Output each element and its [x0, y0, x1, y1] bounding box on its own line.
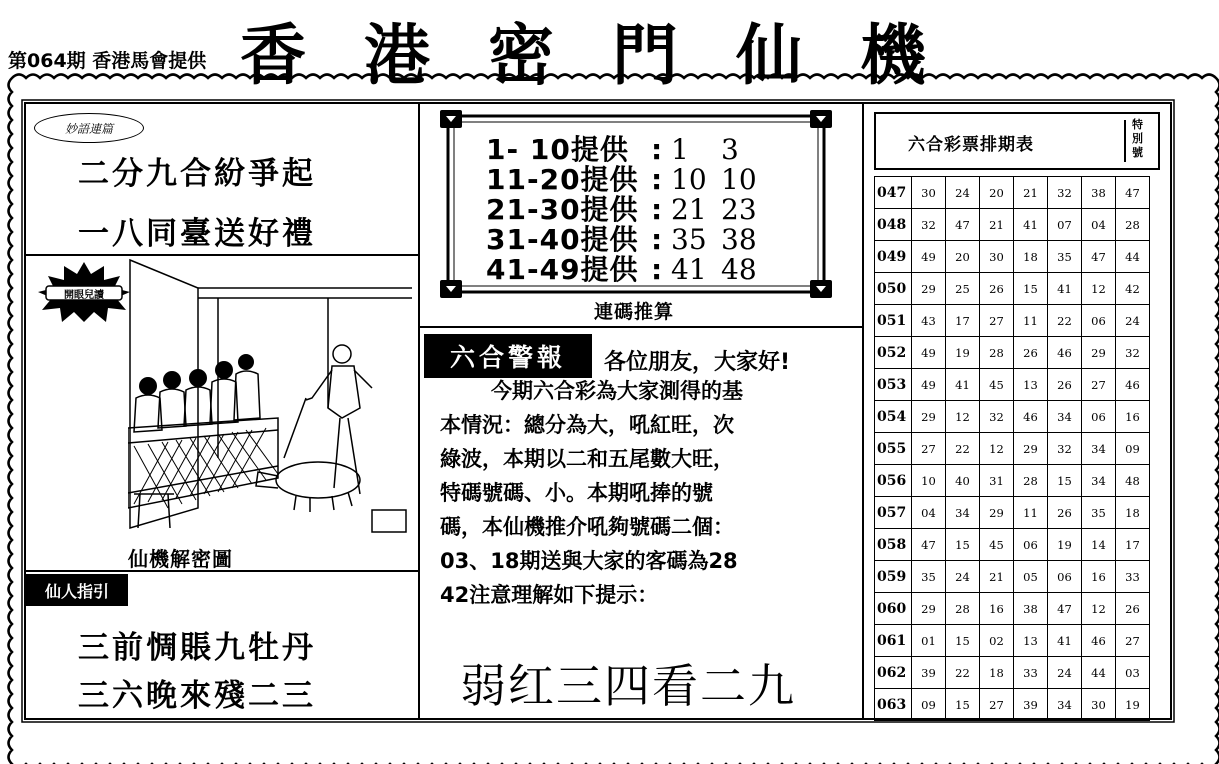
period-number: 053: [875, 369, 912, 401]
period-number: 051: [875, 305, 912, 337]
alert-line: 特碼號碼、小。本期吼捧的號: [440, 481, 713, 505]
drawn-number: 16: [1082, 561, 1116, 593]
provide-range: 41-49提供: [486, 253, 639, 286]
period-number: 060: [875, 593, 912, 625]
drawn-number: 17: [946, 305, 980, 337]
drawn-number: 15: [946, 529, 980, 561]
drawn-number: 22: [1048, 305, 1082, 337]
special-number: 17: [1116, 529, 1150, 561]
drawn-number: 39: [912, 657, 946, 689]
drawn-number: 32: [980, 401, 1014, 433]
drawn-number: 10: [912, 465, 946, 497]
drawn-number: 30: [1082, 689, 1116, 721]
schedule-row: [875, 337, 1150, 369]
drawn-number: 06: [1014, 529, 1048, 561]
provide-range: 21-30提供: [486, 193, 639, 226]
drawn-number: 30: [980, 241, 1014, 273]
drawn-number: 27: [912, 433, 946, 465]
poem-line-2: 一八同臺送好禮: [78, 216, 316, 252]
provide-colon: :: [651, 253, 663, 286]
drawn-number: 06: [1048, 561, 1082, 593]
drawn-number: 29: [912, 273, 946, 305]
schedule-row: [875, 273, 1150, 305]
drawn-number: 28: [980, 337, 1014, 369]
schedule-row: [875, 561, 1150, 593]
schedule-row: [875, 625, 1150, 657]
special-number: 33: [1116, 561, 1150, 593]
drawn-number: 06: [1082, 305, 1116, 337]
drawn-number: 45: [980, 369, 1014, 401]
drawn-number: 35: [1082, 497, 1116, 529]
special-number: 48: [1116, 465, 1150, 497]
schedule-row: [875, 177, 1150, 209]
drawn-number: 27: [980, 305, 1014, 337]
drawn-number: 02: [980, 625, 1014, 657]
drawn-number: 38: [1014, 593, 1048, 625]
provide-number-a: 21: [671, 193, 707, 226]
guide-line-1: 三前惆賬九牡丹: [78, 630, 316, 666]
special-number: 09: [1116, 433, 1150, 465]
schedule-row: [875, 369, 1150, 401]
drawn-number: 13: [1014, 625, 1048, 657]
drawn-number: 11: [1014, 305, 1048, 337]
drawn-number: 22: [946, 433, 980, 465]
period-number: 058: [875, 529, 912, 561]
provide-number-b: 3: [721, 133, 739, 166]
provide-number-a: 1: [671, 133, 689, 166]
special-number: 46: [1116, 369, 1150, 401]
drawn-number: 09: [912, 689, 946, 721]
guide-line-2: 三六晚來殘二三: [78, 678, 316, 714]
drawn-number: 31: [980, 465, 1014, 497]
drawn-number: 24: [946, 177, 980, 209]
drawn-number: 16: [980, 593, 1014, 625]
drawn-number: 01: [912, 625, 946, 657]
drawn-number: 28: [1014, 465, 1048, 497]
provide-colon: :: [651, 133, 663, 166]
schedule-table: [874, 176, 1150, 721]
burst-label: 開眼兒讀: [64, 290, 104, 301]
drawn-number: 29: [1082, 337, 1116, 369]
drawn-number: 49: [912, 337, 946, 369]
special-number: 16: [1116, 401, 1150, 433]
provide-row: [486, 128, 771, 166]
period-number: 050: [875, 273, 912, 305]
drawn-number: 15: [946, 625, 980, 657]
drawn-number: 34: [946, 497, 980, 529]
guide-label: 仙人指引: [26, 574, 128, 606]
special-number: 19: [1116, 689, 1150, 721]
drawn-number: 34: [1048, 401, 1082, 433]
drawn-number: 06: [1082, 401, 1116, 433]
drawn-number: 07: [1048, 209, 1082, 241]
alert-line: 42注意理解如下提示：: [440, 583, 659, 607]
drawn-number: 13: [1014, 369, 1048, 401]
drawn-number: 47: [1048, 593, 1082, 625]
drawn-number: 39: [1014, 689, 1048, 721]
alert-line: 今期六合彩為大家測得的基: [470, 379, 743, 403]
drawn-number: 44: [1082, 657, 1116, 689]
provide-row: [486, 188, 771, 226]
drawn-number: 32: [1048, 177, 1082, 209]
drawn-number: 12: [1082, 273, 1116, 305]
provide-number-b: 10: [721, 163, 757, 196]
drawn-number: 14: [1082, 529, 1116, 561]
schedule-side-divider: [1124, 120, 1126, 162]
drawn-number: 26: [1014, 337, 1048, 369]
drawn-number: 29: [1014, 433, 1048, 465]
drawn-number: 05: [1014, 561, 1048, 593]
drawn-number: 34: [1082, 433, 1116, 465]
drawn-number: 20: [980, 177, 1014, 209]
special-number: 26: [1116, 593, 1150, 625]
provide-range: 11-20提供: [486, 163, 639, 196]
drawn-number: 26: [980, 273, 1014, 305]
alert-label: 六合警報: [424, 334, 592, 378]
drawn-number: 28: [946, 593, 980, 625]
provide-number-a: 35: [671, 223, 707, 256]
period-number: 054: [875, 401, 912, 433]
schedule-side-label: 特別號: [1132, 118, 1143, 159]
drawn-number: 21: [1014, 177, 1048, 209]
special-number: 24: [1116, 305, 1150, 337]
period-number: 048: [875, 209, 912, 241]
drawn-number: 12: [946, 401, 980, 433]
drawn-number: 41: [946, 369, 980, 401]
drawn-number: 41: [1014, 209, 1048, 241]
drawn-number: 49: [912, 369, 946, 401]
schedule-row: [875, 689, 1150, 721]
drawn-number: 15: [946, 689, 980, 721]
poem-badge: 妙語連篇: [34, 113, 144, 143]
alert-line: 本情況：總分為大，吼紅旺，次: [440, 413, 734, 437]
drawn-number: 45: [980, 529, 1014, 561]
drawn-number: 29: [980, 497, 1014, 529]
drawn-number: 46: [1014, 401, 1048, 433]
drawn-number: 04: [1082, 209, 1116, 241]
poem-line-1: 二分九合紛爭起: [78, 156, 316, 192]
drawn-number: 21: [980, 561, 1014, 593]
provide-number-a: 41: [671, 253, 707, 286]
drawn-number: 21: [980, 209, 1014, 241]
period-number: 061: [875, 625, 912, 657]
drawn-number: 47: [946, 209, 980, 241]
special-number: 03: [1116, 657, 1150, 689]
drawn-number: 27: [1082, 369, 1116, 401]
provide-colon: :: [651, 163, 663, 196]
drawn-number: 24: [946, 561, 980, 593]
page-title: 香港密門仙機: [240, 17, 984, 94]
illustration-image: [128, 258, 412, 538]
drawn-number: 43: [912, 305, 946, 337]
drawn-number: 19: [1048, 529, 1082, 561]
schedule-row: [875, 657, 1150, 689]
drawn-number: 11: [1014, 497, 1048, 529]
drawn-number: 22: [946, 657, 980, 689]
schedule-row: [875, 529, 1150, 561]
drawn-number: 40: [946, 465, 980, 497]
drawn-number: 12: [980, 433, 1014, 465]
provide-colon: :: [651, 223, 663, 256]
issue-label: 第064期 香港馬會提供: [8, 50, 207, 72]
alert-body: [440, 374, 860, 612]
special-number: 44: [1116, 241, 1150, 273]
period-number: 055: [875, 433, 912, 465]
period-number: 052: [875, 337, 912, 369]
period-number: 047: [875, 177, 912, 209]
drawn-number: 34: [1048, 689, 1082, 721]
drawn-number: 20: [946, 241, 980, 273]
period-number: 059: [875, 561, 912, 593]
period-number: 057: [875, 497, 912, 529]
drawn-number: 41: [1048, 625, 1082, 657]
provide-number-b: 23: [721, 193, 757, 226]
provide-range: 1- 10提供: [486, 133, 629, 166]
alert-line: 綠波，本期以二和五尾數大旺，: [440, 447, 734, 471]
schedule-row: [875, 209, 1150, 241]
drawn-number: 49: [912, 241, 946, 273]
provide-range: 31-40提供: [486, 223, 639, 256]
special-number: 32: [1116, 337, 1150, 369]
drawn-number: 26: [1048, 497, 1082, 529]
drawn-number: 26: [1048, 369, 1082, 401]
drawn-number: 41: [1048, 273, 1082, 305]
drawn-number: 24: [1048, 657, 1082, 689]
drawn-number: 25: [946, 273, 980, 305]
drawn-number: 35: [912, 561, 946, 593]
provide-colon: :: [651, 193, 663, 226]
drawn-number: 35: [1048, 241, 1082, 273]
drawn-number: 04: [912, 497, 946, 529]
schedule-row: [875, 241, 1150, 273]
alert-line: 碼，本仙機推介吼夠號碼二個：: [440, 515, 734, 539]
drawn-number: 32: [1048, 433, 1082, 465]
schedule-row: [875, 433, 1150, 465]
alert-greeting: 各位朋友，大家好!: [604, 350, 791, 375]
provide-rows: [486, 128, 771, 286]
provide-row: [486, 248, 771, 286]
provide-number-b: 48: [721, 253, 757, 286]
drawn-number: 18: [1014, 241, 1048, 273]
schedule-row: [875, 593, 1150, 625]
provide-row: [486, 158, 771, 196]
special-number: 42: [1116, 273, 1150, 305]
provide-row: [486, 218, 771, 256]
provide-number-a: 10: [671, 163, 707, 196]
schedule-title: 六合彩票排期表: [908, 135, 1034, 155]
drawn-number: 34: [1082, 465, 1116, 497]
drawn-number: 32: [912, 209, 946, 241]
drawn-number: 29: [912, 401, 946, 433]
drawn-number: 33: [1014, 657, 1048, 689]
special-number: 47: [1116, 177, 1150, 209]
provide-number-b: 38: [721, 223, 757, 256]
drawn-number: 18: [980, 657, 1014, 689]
schedule-row: [875, 497, 1150, 529]
period-number: 062: [875, 657, 912, 689]
drawn-number: 19: [946, 337, 980, 369]
drawn-number: 47: [912, 529, 946, 561]
special-number: 18: [1116, 497, 1150, 529]
schedule-row: [875, 305, 1150, 337]
period-number: 063: [875, 689, 912, 721]
schedule-row: [875, 401, 1150, 433]
drawn-number: 15: [1048, 465, 1082, 497]
period-number: 056: [875, 465, 912, 497]
period-number: 049: [875, 241, 912, 273]
drawn-number: 46: [1048, 337, 1082, 369]
drawn-number: 27: [980, 689, 1014, 721]
special-number: 28: [1116, 209, 1150, 241]
schedule-row: [875, 465, 1150, 497]
drawn-number: 15: [1014, 273, 1048, 305]
alert-line: 03、18期送與大家的客碼為28: [440, 549, 738, 573]
drawn-number: 38: [1082, 177, 1116, 209]
special-number: 27: [1116, 625, 1150, 657]
drawn-number: 29: [912, 593, 946, 625]
provide-caption: 連碼推算: [594, 301, 675, 323]
drawn-number: 47: [1082, 241, 1116, 273]
drawn-number: 46: [1082, 625, 1116, 657]
drawn-number: 30: [912, 177, 946, 209]
picture-caption: 仙機解密圖: [128, 547, 233, 571]
drawn-number: 12: [1082, 593, 1116, 625]
alert-tip: 弱红三四看二九: [460, 659, 796, 713]
